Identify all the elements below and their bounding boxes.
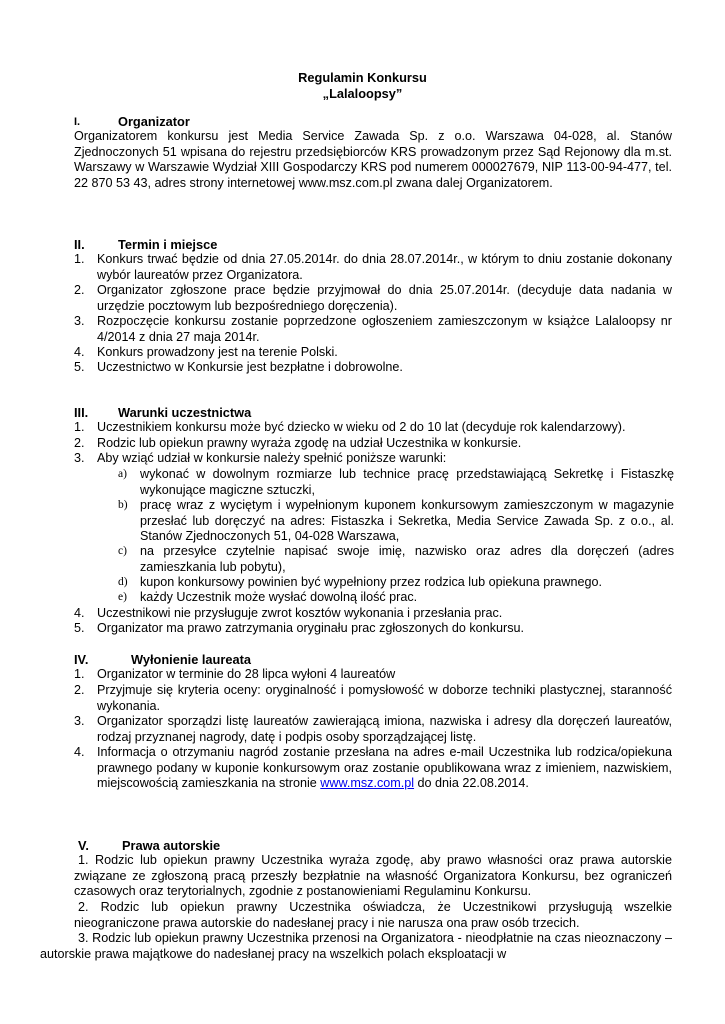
list-item-number: 5.: [74, 621, 85, 635]
list-item-text: Uczestnictwo w Konkursie jest bezpłatne i dobrowolne.: [97, 360, 403, 374]
list-item-number: 4.: [74, 745, 85, 759]
sub-list-item-text: każdy Uczestnik może wysłać dowolną ilość prac.: [140, 590, 418, 604]
list-item-number: 1.: [74, 252, 85, 266]
document-title: Regulamin Konkursu: [298, 70, 427, 85]
list-item-number: 5.: [74, 360, 85, 374]
list-item-number: 3.: [74, 714, 85, 728]
paragraph: 3. Rodzic lub opiekun prawny Uczestnika przenosi na Organizatora - nieodpłatnie na czas nieoznaczony – autorskie prawa majątkowe do nadesłanej pracy na wszelkich polach eksploatacji w: [40, 931, 672, 961]
paragraph: 2. Rodzic lub opiekun prawny Uczestnika oświadcza, że Uczestnikowi przysługują wszelkie nieograniczone prawa autorskie do nadesłanej pracy i nie narusza ona praw osób trzecich.: [74, 900, 672, 930]
section-2-title: Termin i miejsce: [118, 237, 218, 252]
sub-list-item-text: na przesyłce czytelnie napisać swoje imię, nazwisko oraz adres dla doręczeń (adres zamieszkania lub pobytu),: [140, 544, 674, 574]
list-item-text: Rozpoczęcie konkursu zostanie poprzedzone ogłoszeniem zamieszczonym w książce Lalaloopsy nr 4/2014 z dnia 27 maja 2014r.: [97, 314, 672, 344]
list-item-text: Konkurs prowadzony jest na terenie Polski.: [97, 345, 338, 359]
list-item-number: 1.: [74, 420, 85, 434]
list-item-number: 2.: [74, 436, 85, 450]
sub-list-item-letter: d): [118, 576, 128, 588]
list-item-text: Organizator sporządzi listę laureatów zawierającą imiona, nazwiska i adresy dla doręczeń laureatów, rodzaj przyznanej nagrody, datę i podpis osoby sporządzającej listę.: [97, 714, 672, 744]
sub-list-item-letter: b): [118, 499, 128, 511]
list-item-text-tail: do dnia 22.08.2014.: [414, 776, 529, 791]
section-1-title: Organizator: [118, 114, 190, 129]
list-item-text: Aby wziąć udział w konkursie należy spełnić poniższe warunki:: [97, 451, 447, 465]
paragraph: 1. Rodzic lub opiekun prawny Uczestnika wyraża zgodę, aby prawo własności oraz prawa autorskie związane ze zgłoszoną pracą przeszły bezpłatnie na własność Organizatora Konkursu, bez ograniczeń czasowych oraz terytorialnych, zgodnie z postanowieniami Regulaminu Konkursu.: [74, 853, 672, 899]
list-item-number: 4.: [74, 606, 85, 620]
list-item-number: 3.: [74, 451, 85, 465]
list-item-number: 4.: [74, 345, 85, 359]
section-3-number: III.: [74, 405, 89, 420]
section-4-title: Wyłonienie laureata: [131, 652, 251, 667]
sub-list-item-letter: c): [118, 545, 127, 557]
list-item-text-body: Informacja o otrzymaniu nagród zostanie przesłana na adres e-mail Uczestnika lub rodzica/opiekuna prawnego podany w kuponie konkursowym oraz zostanie opublikowana wraz z imieniem, nazwiskiem, miejscowością zamieszkania na stronie: [97, 745, 672, 791]
document-subtitle: „Lalaloopsy”: [322, 86, 403, 101]
list-item-text: Przyjmuje się kryteria oceny: oryginalność i pomysłowość w doborze techniki plastycznej, staranność wykonania.: [97, 683, 672, 713]
list-item-text: Organizator w terminie do 28 lipca wyłoni 4 laureatów: [97, 667, 396, 681]
section-1-number: I.: [74, 116, 81, 128]
sub-list-item-letter: a): [118, 468, 127, 480]
list-item-text: [97, 745, 672, 792]
list-item-text: Organizator ma prawo zatrzymania oryginału prac zgłoszonych do konkursu.: [97, 621, 524, 635]
section-5-title: Prawa autorskie: [122, 838, 221, 853]
section-2-number: II.: [74, 237, 85, 252]
list-item-text: Uczestnikiem konkursu może być dziecko w wieku od 2 do 10 lat (decyduje rok kalendarzowy).: [97, 420, 626, 434]
list-item-number: 2.: [74, 683, 85, 697]
list-item-text: Konkurs trwać będzie od dnia 27.05.2014r. do dnia 28.07.2014r., w którym to dniu zostanie dokonany wybór laureatów przez Organizatora.: [97, 252, 672, 282]
list-item-number: 2.: [74, 283, 85, 297]
list-item-number: 3.: [74, 314, 85, 328]
list-item-text: Rodzic lub opiekun prawny wyraża zgodę na udział Uczestnika w konkursie.: [97, 436, 522, 450]
list-item-text: Organizator zgłoszone prace będzie przyjmował do dnia 25.07.2014r. (decyduje data nadania w urzędzie pocztowym lub bezpośredniego doręczenia).: [97, 283, 672, 313]
section-1-text: Organizatorem konkursu jest Media Service Zawada Sp. z o.o. Warszawa 04-028, al. Stanów Zjednoczonych 51 wpisana do rejestru przedsiębiorców KRS prowadzonym przez Sąd Rejonowy dla m.st. Warszawy w Warszawie Wydział XIII Gospodarczy KRS pod numerem 000027679, NIP 113-00-94-477, tel. 22 870 53 43, adres strony internetowej www.msz.com.pl zwana dalej Organizatorem.: [74, 129, 672, 190]
sub-list-item-letter: e): [118, 591, 127, 603]
section-4-number: IV.: [74, 652, 89, 667]
sub-list-item-text: pracę wraz z wyciętym i wypełnionym kuponem konkursowym zamieszczonym w magazynie przesłać lub doręczyć na adres: Fistaszka i Sekretka, Media Service Zawada Sp. z o.o., al. Stanów Zjednoczonych 51, 04-028 Warszawa,: [140, 498, 674, 544]
section-3-title: Warunki uczestnictwa: [118, 405, 252, 420]
section-5-number: V.: [78, 838, 89, 853]
list-item-number: 1.: [74, 667, 85, 681]
list-item-text: Uczestnikowi nie przysługuje zwrot kosztów wykonania i przesłania prac.: [97, 606, 503, 620]
sub-list-item-text: kupon konkursowy powinien być wypełniony przez rodzica lub opiekuna prawnego.: [140, 575, 603, 589]
sub-list-item-text: wykonać w dowolnym rozmiarze lub technice pracę przedstawiającą Sekretkę i Fistaszkę wykonujące magiczne sztuczki,: [140, 467, 674, 497]
website-link[interactable]: www.msz.com.pl: [320, 776, 415, 791]
